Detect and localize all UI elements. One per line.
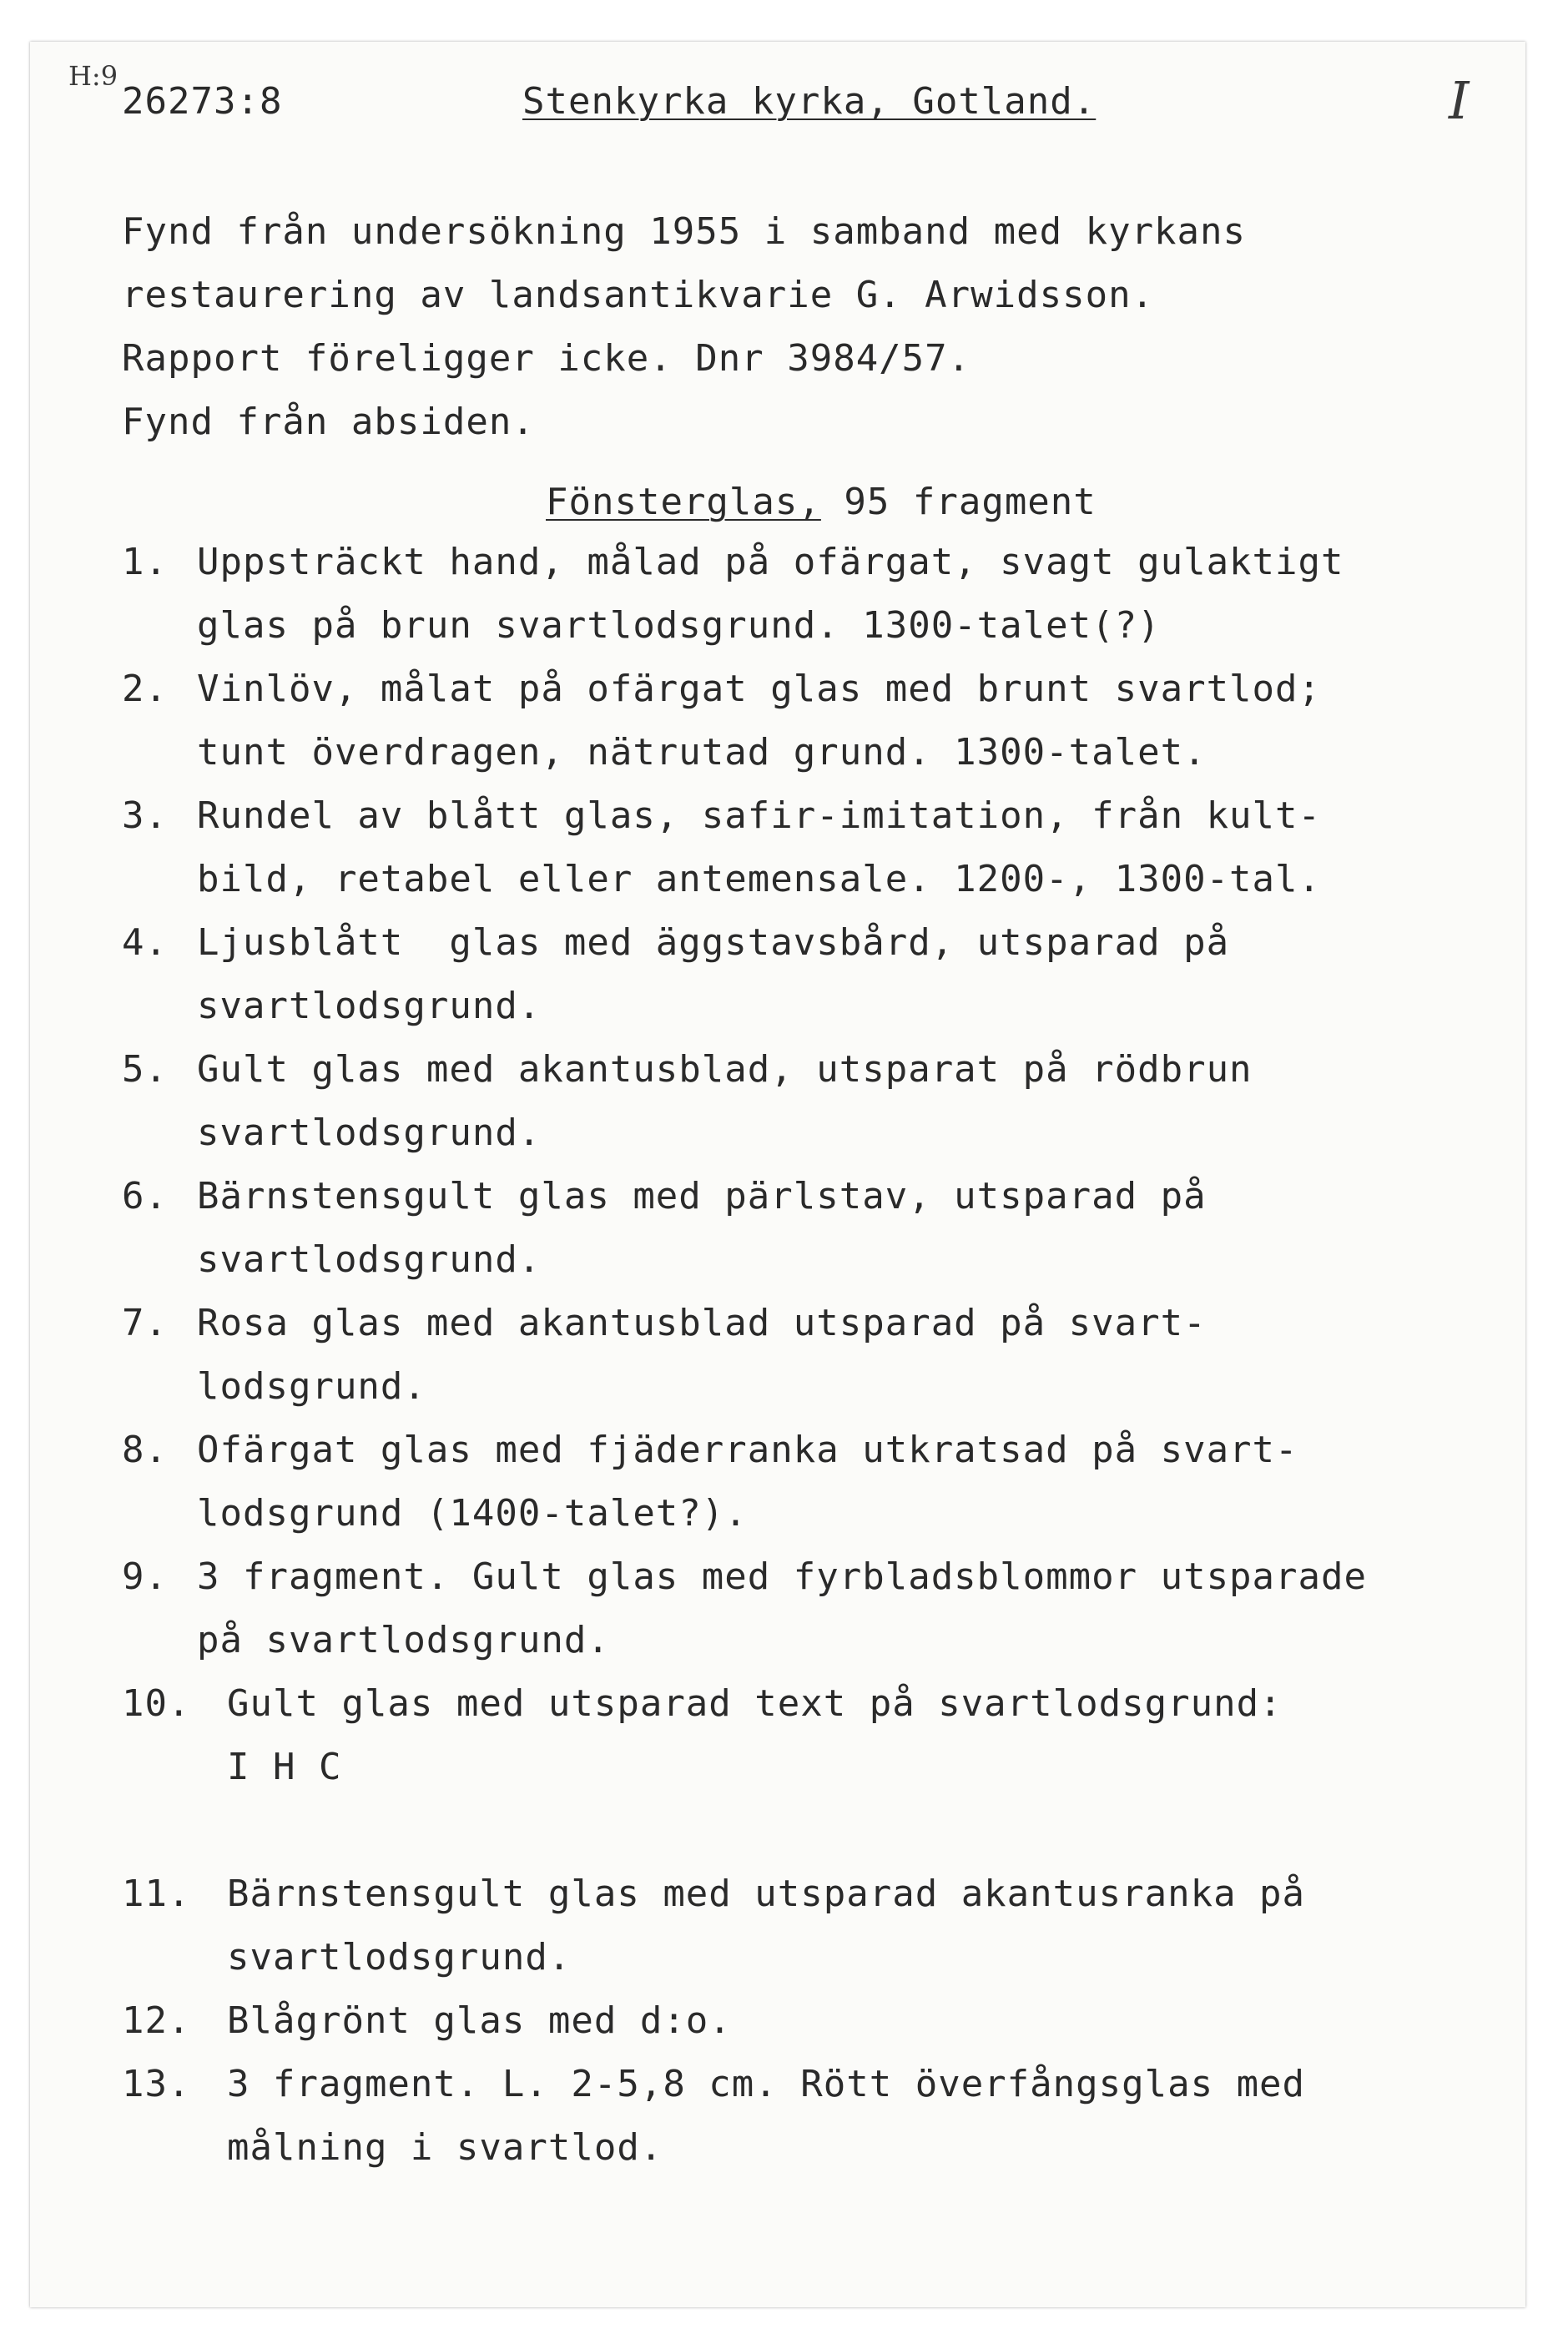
item-line: Blågrönt glas med d:o. [227,1999,732,2042]
item-line: Vinlöv, målat på ofärgat glas med brunt svartlod; [197,668,1322,710]
item-line: glas på brun svartlodsgrund. 1300-talet(?) [197,604,1161,647]
item-line: svartlodsgrund. [197,1238,542,1281]
item-line: Ljusblått glas med äggstavsbård, utsparad på [197,921,1230,964]
document-title: Stenkyrka kyrka, Gotland. [522,80,1097,123]
catalog-number: 26273:8 [122,80,283,123]
section-heading-underlined: Fönsterglas, [546,481,821,523]
item-line: Ofärgat glas med fjäderranka utkratsad på svart- [197,1429,1298,1471]
item-line: 3 fragment. Gult glas med fyrbladsblommor utsparade [197,1555,1368,1598]
item-line: Rosa glas med akantusblad utsparad på svart- [197,1302,1207,1344]
item-line: på svartlodsgrund. [197,1619,610,1661]
item-number: 2. [122,668,168,710]
item-line: målning i svartlod. [227,2126,663,2169]
item-number: 5. [122,1048,168,1091]
section-heading [546,481,1097,523]
item-number: 12. [122,1999,191,2042]
item-line: svartlodsgrund. [197,1112,542,1154]
item-line: Bärnstensgult glas med pärlstav, utsparad på [197,1175,1207,1217]
item-line: bild, retabel eller antemensale. 1200-, 1300-tal. [197,858,1322,900]
item-line: Uppsträckt hand, målad på ofärgat, svagt gulaktigt [197,541,1344,583]
item-line: I H C [227,1746,342,1788]
section-heading-rest: 95 fragment [820,481,1097,523]
item-line: svartlodsgrund. [227,1936,572,1979]
item-number: 10. [122,1682,191,1725]
item-number: 7. [122,1302,168,1344]
item-line: Rundel av blått glas, safir-imitation, från kult- [197,794,1322,837]
item-line: Gult glas med akantusblad, utsparat på rödbrun [197,1048,1253,1091]
intro-line-3: Rapport föreligger icke. Dnr 3984/57. [122,337,971,380]
item-number: 11. [122,1873,191,1915]
item-line: tunt överdragen, nätrutad grund. 1300-talet. [197,731,1207,774]
item-line: lodsgrund. [197,1365,426,1408]
item-number: 3. [122,794,168,837]
item-number: 13. [122,2063,191,2105]
item-number: 4. [122,921,168,964]
page-mark: I [1449,70,1470,131]
item-number: 8. [122,1429,168,1471]
intro-line-4: Fynd från absiden. [122,401,535,443]
item-number: 6. [122,1175,168,1217]
item-line: Gult glas med utsparad text på svartlodsgrund: [227,1682,1283,1725]
item-number: 9. [122,1555,168,1598]
item-line: Bärnstensgult glas med utsparad akantusranka på [227,1873,1306,1915]
document-page [30,42,1525,2307]
intro-line-2: restaurering av landsantikvarie G. Arwidsson. [122,274,1155,316]
item-line: 3 fragment. L. 2-5,8 cm. Rött överfångsglas med [227,2063,1306,2105]
handwritten-reference: H:9 [68,60,118,92]
item-line: svartlodsgrund. [197,985,542,1027]
intro-line-1: Fynd från undersökning 1955 i samband med kyrkans [122,210,1247,253]
item-line: lodsgrund (1400-talet?). [197,1492,748,1535]
item-number: 1. [122,541,168,583]
